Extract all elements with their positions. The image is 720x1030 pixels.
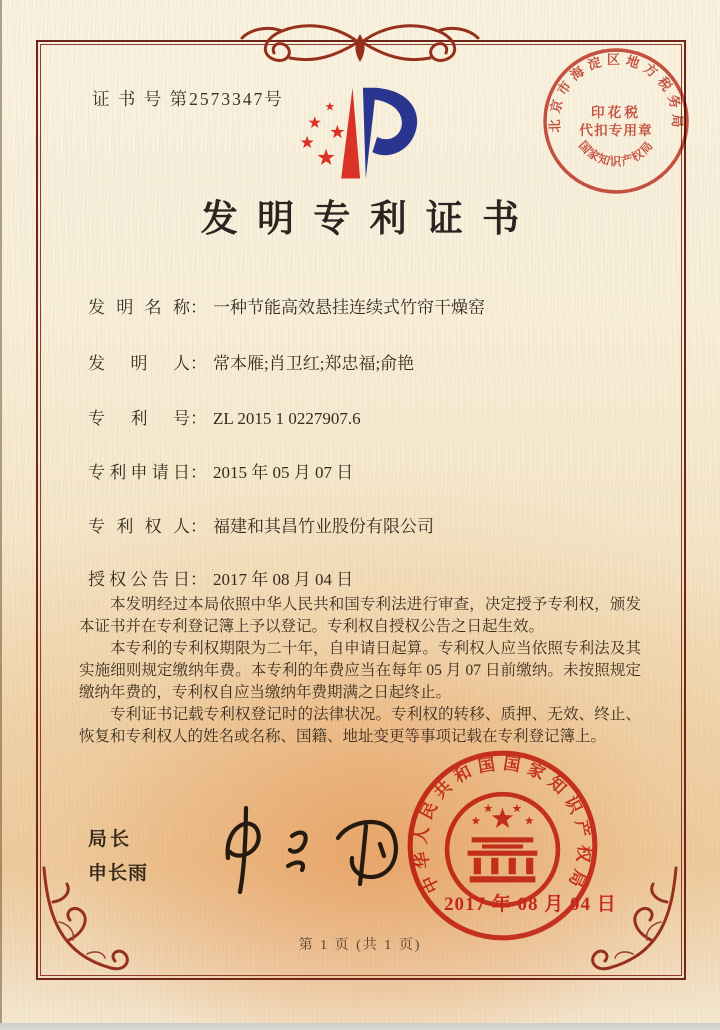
legal-text-block [79,594,641,748]
field-value: 福建和其昌竹业股份有限公司 [213,517,434,536]
field-value: 一种节能高效悬挂连续式竹帘干燥窑 [213,298,485,317]
corner-ornament-icon [589,862,681,974]
top-flourish-ornament-icon [230,16,490,68]
field-label: 专利权人 [88,517,190,536]
field-patent-number [88,404,361,429]
field-value: 2017 年 08 月 04 日 [213,570,354,589]
field-colon: ： [190,570,207,589]
field-inventors [88,349,414,374]
field-value: 2015 年 05 月 07 日 [213,463,354,482]
field-value: ZL 2015 1 0227907.6 [213,409,361,428]
field-label: 专利申请日 [88,463,190,482]
legal-paragraph: 本专利的专利权期限为二十年，自申请日起算。专利权人应当依照专利法及其实施细则规定缴纳年费。本专利的年费应当在每年 05 月 07 日前缴纳。未按照规定缴纳年费的，专利权自应当缴纳年费期满之日起终止。 [79,640,641,701]
field-colon: ： [190,354,207,373]
svg-text:中华人民共和国国家知识产权局 [410,754,595,896]
field-grant-date [88,565,353,590]
director-post-label: 局长 [88,829,133,850]
field-colon: ： [190,298,207,317]
field-invention-name [88,293,485,318]
legal-paragraph: 本发明经过本局依照中华人民共和国专利法进行审查，决定授予专利权，颁发本证书并在专利登记簿上予以登记。专利权自授权公告之日起生效。 [79,596,641,635]
field-patentee [88,512,434,537]
cnipa-patent-logo-icon [283,84,441,188]
scan-edge-bottom [0,1023,720,1030]
tax-stamp-arc-top: 北京市海淀区地方税务局 [546,52,686,133]
tax-stamp-center-line2: 代扣专用章 [579,123,653,139]
field-label: 发明人 [88,354,190,373]
field-value: 常本雁;肖卫红;郑忠福;俞艳 [213,354,415,373]
field-colon: ： [190,517,207,536]
page-number-footer: 第 1 页 (共 1 页) [298,938,422,953]
field-label: 授权公告日 [88,570,190,589]
tax-stamp-arc-bottom: 国家知识产权局 [575,138,657,169]
legal-paragraph: 专利证书记载专利权登记时的法律状况。专利权的转移、质押、无效、终止、恢复和专利权人的姓名或名称、国籍、地址变更等事项记载在专利登记簿上。 [79,706,641,745]
director-name: 申长雨 [88,863,149,884]
seal-date: 2017 年 08 月 04 日 [444,894,617,915]
field-label: 专利号 [88,409,190,428]
tax-stamp-center-line1: 印花税 [590,104,642,120]
field-colon: ： [190,463,207,482]
field-application-date [88,458,353,483]
certificate-title: 发明专利证书 [200,199,539,240]
field-label: 发明名称 [88,298,190,317]
scan-edge-left [0,0,2,1030]
seal-ring-text: 中华人民共和国国家知识产权局 [410,753,595,896]
certificate-number: 证 书 号 第2573347号 [92,89,284,109]
field-colon: ： [190,409,207,428]
tax-stamp-seal-icon [540,45,692,197]
director-signature-icon [200,796,410,896]
svg-text:国家知识产权局 [576,138,656,168]
svg-text:北京市海淀区地方税务局 [546,52,685,133]
